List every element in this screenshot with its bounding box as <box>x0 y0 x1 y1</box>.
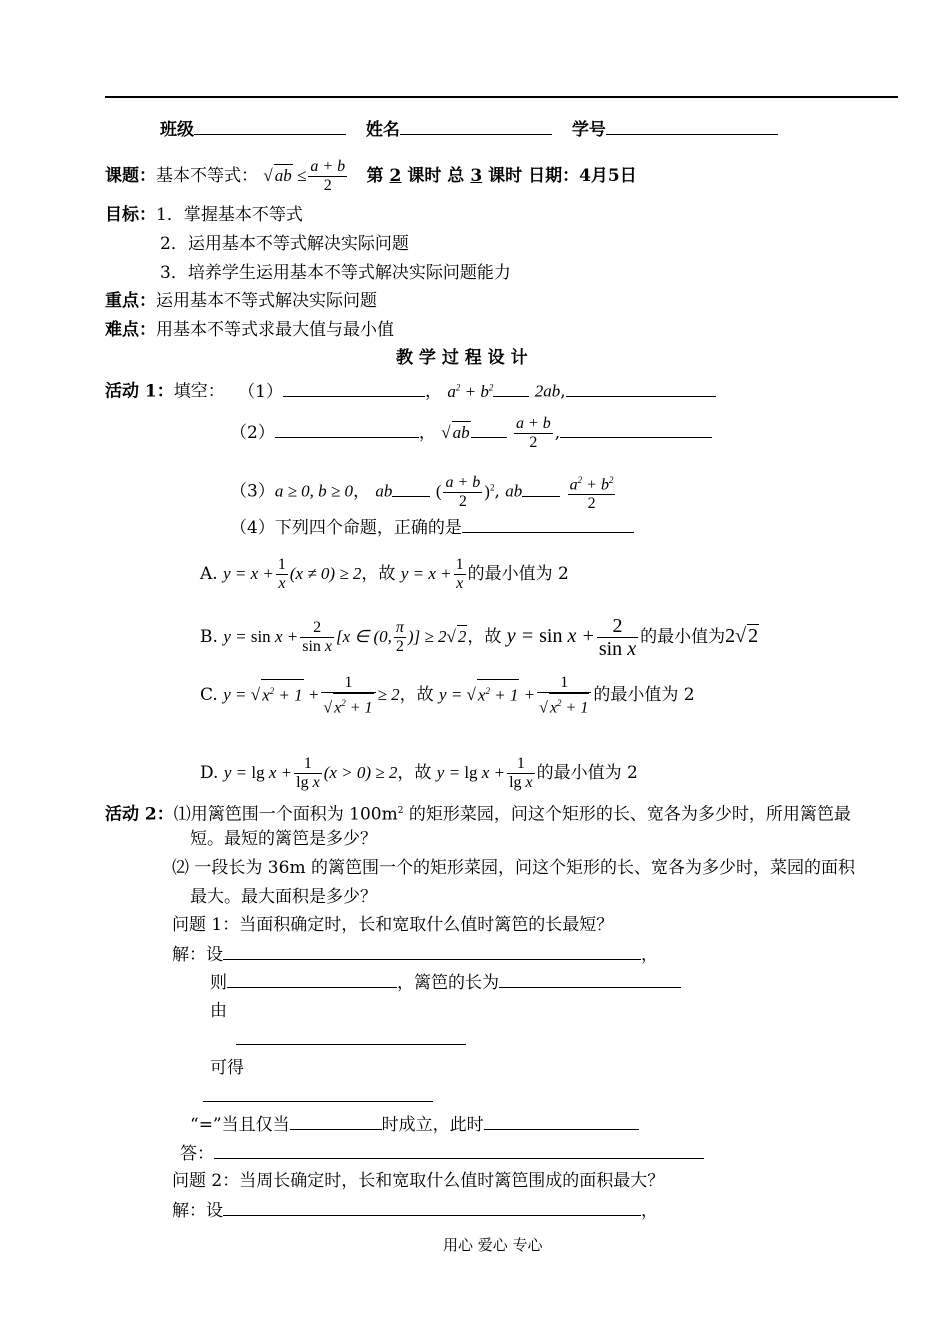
student-no-field[interactable] <box>606 118 778 135</box>
fence-len-blank[interactable] <box>499 971 681 988</box>
class-label: 班级 <box>160 120 194 140</box>
q1-blank-1[interactable] <box>283 380 425 397</box>
solve-row-1: 解：设 ， <box>172 945 658 965</box>
topic-lesson: 第 2 课时 总 3 课时 日期：4月5日 <box>366 166 637 186</box>
option-b: B. y = sin x + $\frac{2}{\text{sin x}}$ [x ∈ (0, $\frac{\pi}{2}$ )] ≥ 2√ 2，故 y = sin x + $\frac{2}{\text{sin x}}$ 的最小值为2√ 2 <box>200 615 759 660</box>
solve-blank-1[interactable] <box>223 943 641 960</box>
q2-blank-2[interactable] <box>471 421 507 438</box>
q1-blank-2[interactable] <box>493 380 529 397</box>
q2-blank-3[interactable] <box>560 421 712 438</box>
holds-blank[interactable] <box>484 1113 639 1130</box>
activity1-q4: （4）下列四个命题，正确的是 <box>230 516 634 539</box>
get-row <box>203 1085 433 1108</box>
student-no-label: 学号 <box>571 120 606 140</box>
difficulty: 难点：用基本不等式求最大值与最小值 <box>105 320 394 340</box>
answer-row: 答： <box>180 1142 704 1165</box>
equality-blank[interactable] <box>290 1113 382 1130</box>
q3-blank-1[interactable] <box>392 480 430 497</box>
topic-formula: √ ab ≤ <box>263 166 307 185</box>
activity1-q3: （3）a ≥ 0, b ≥ 0， ab ( $\frac{a + b}{2}$ )$^2$, ab $\frac{a^2 + b^2}{2}$ <box>230 471 617 513</box>
name-label: 姓名 <box>365 120 400 140</box>
activity2-p1: 活动 2：⑴用篱笆围一个面积为 $100m^2$ 的矩形菜园，问这个矩形的长、宽各为多少时，所用篱笆最 <box>105 804 851 825</box>
topic-fraction: $\frac{a + b}{2}$ <box>310 158 346 194</box>
goals-item-1: 目标：1．掌握基本不等式 <box>105 205 303 225</box>
get-blank[interactable] <box>203 1085 433 1102</box>
question-2: 问题 2：当周长确定时，长和宽取什么值时篱笆围成的面积最大？ <box>172 1171 665 1191</box>
goals-item-3: 3．培养学生运用基本不等式解决实际问题能力 <box>160 263 511 283</box>
by-blank[interactable] <box>236 1028 466 1045</box>
activity1-q1: 活动 1：填空： （1） ， $a^2 + b^2$ 2ab, <box>105 376 716 403</box>
q2-blank-1[interactable] <box>275 421 419 438</box>
activity2-p1-cont: 短。最短的篱笆是多少？ <box>190 829 377 849</box>
topic-row <box>105 158 637 195</box>
then-row: 则 ，篱笆的长为 <box>210 971 681 994</box>
header-row <box>160 118 778 141</box>
name-field[interactable] <box>400 118 552 135</box>
class-field[interactable] <box>194 118 346 135</box>
answer-blank[interactable] <box>214 1142 704 1159</box>
option-a: A. y = x + $\frac{1}{x}$ (x ≠ 0) ≥ 2，故 y = x + $\frac{1}{x}$ 的最小值为 2 <box>200 556 569 592</box>
option-d: D. y = lg x + $\frac{1}{\text{lg x}}$ (x > 0) ≥ 2，故 y = lg x + $\frac{1}{\text{lg x}}$ 的最小值为 2 <box>200 755 638 791</box>
get-label: 可得 <box>210 1058 244 1078</box>
top-rule <box>105 96 898 98</box>
q4-blank[interactable] <box>462 516 634 533</box>
key-point: 重点：运用基本不等式解决实际问题 <box>105 291 377 311</box>
goals-item-2: 2．运用基本不等式解决实际问题 <box>160 234 409 254</box>
equality-row: “=”当且仅当 时成立，此时 <box>190 1113 639 1136</box>
q3-blank-2[interactable] <box>522 480 560 497</box>
by-row <box>236 1028 466 1051</box>
question-1: 问题 1：当面积确定时，长和宽取什么值时篱笆的长最短？ <box>172 915 614 935</box>
option-c: C. y = √ $x^2 + 1$ + $\frac{1}{√ x^2 + 1}$ ≥ 2，故 y = √ $x^2 + 1$ + $\frac{1}{√ x^2 + 1}$ 的最小值为 2 <box>200 674 695 717</box>
by-label: 由 <box>210 1001 227 1021</box>
topic-text: 基本不等式： <box>156 166 258 186</box>
section-title: 教 学 过 程 设 计 <box>396 348 528 368</box>
q1-blank-3[interactable] <box>566 380 716 397</box>
activity2-p2-cont: 最大。最大面积是多少？ <box>190 887 377 907</box>
then-blank[interactable] <box>227 971 397 988</box>
topic-label: 课题： <box>105 166 156 186</box>
solve-row-2: 解：设 ， <box>172 1201 658 1221</box>
footer: 用心 爱心 专心 <box>443 1236 543 1254</box>
solve-blank-2[interactable] <box>223 1199 641 1216</box>
activity1-q2: （2） ， √ ab $\frac{a + b}{2}$ , <box>230 415 712 452</box>
activity2-p2: ⑵ 一段长为 36m 的篱笆围一个的矩形菜园，问这个矩形的长、宽各为多少时，菜园的面积 <box>172 858 855 878</box>
